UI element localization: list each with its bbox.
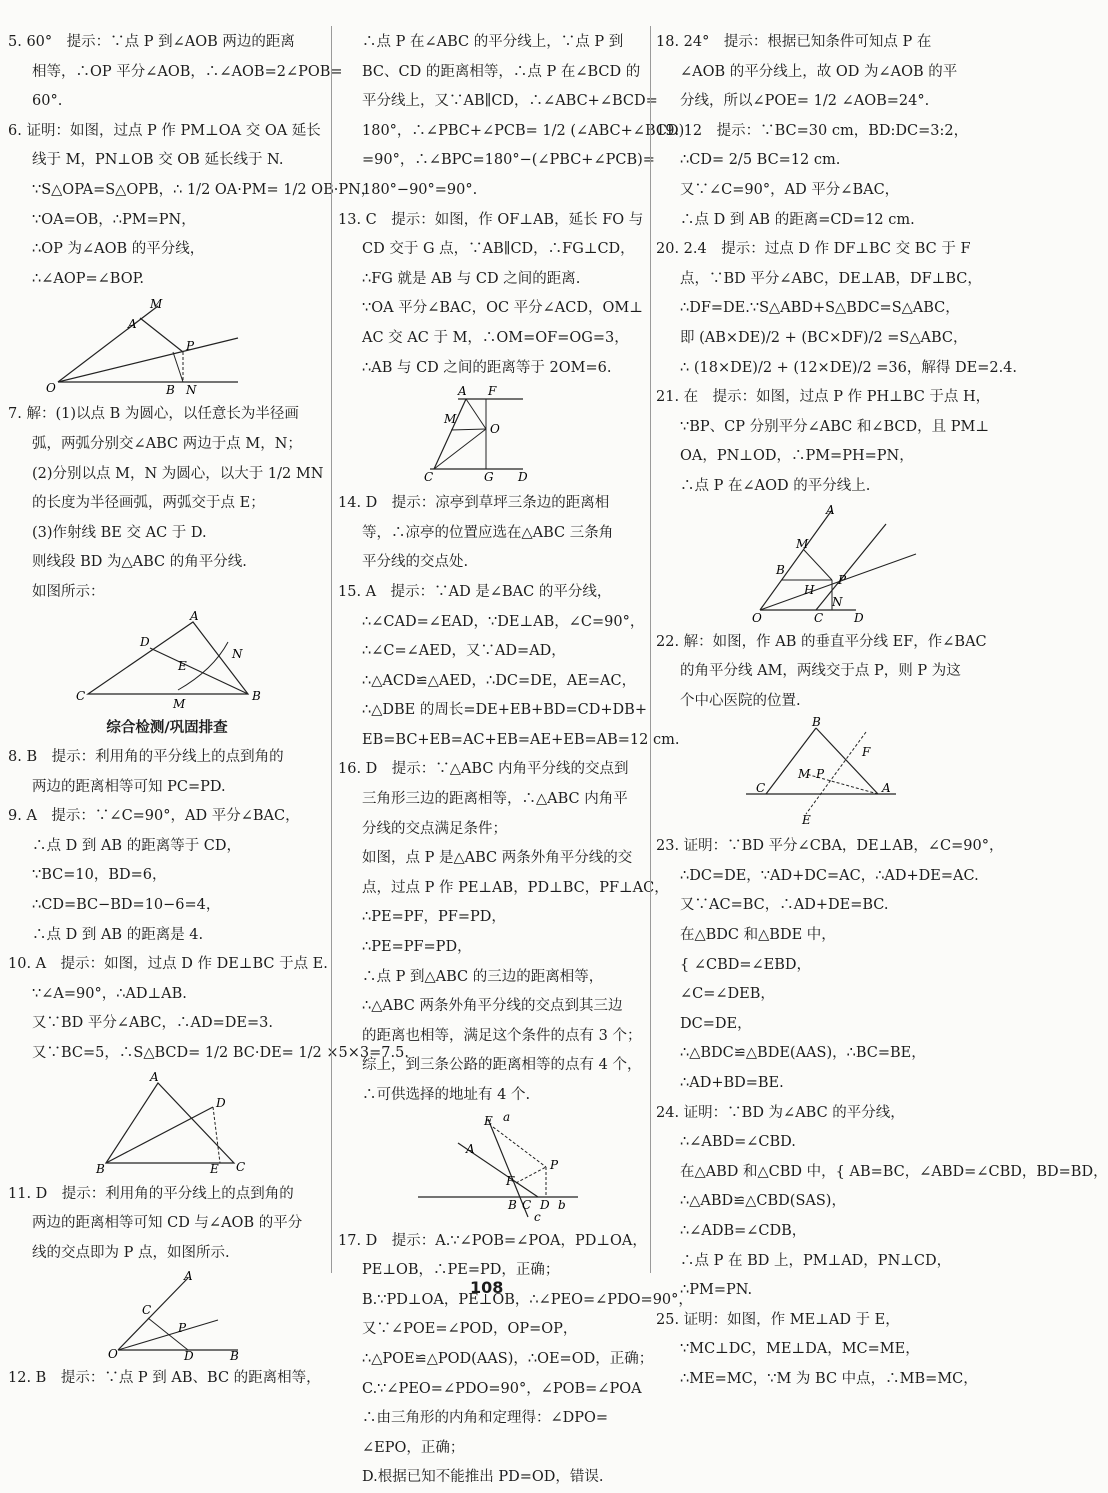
answer-line: =90°，∴∠BPC=180°−(∠PBC+∠PCB)= [362, 152, 655, 169]
answer-column-1 [8, 28, 409, 1387]
svg-text:C: C [424, 470, 434, 485]
answer-line: ∵∠A=90°，∴AD⊥AB. [32, 985, 187, 1002]
answer-line: 的角平分线 AM，两线交于点 P，则 P 为这 [680, 663, 961, 680]
answer-line: ∴点 D 到 AB 的距离等于 CD， [32, 837, 242, 854]
answer-line: D.根据已知不能推出 PD=OD，错误. [362, 1469, 604, 1486]
answer-line: ∴∠AOP=∠BOP. [32, 270, 145, 287]
svg-text:c: c [534, 1209, 541, 1224]
answer-line: ∴FG 就是 AB 与 CD 之间的距离. [362, 270, 581, 287]
answer-line: 又∵AC=BC，∴AD+DE=BC. [680, 897, 889, 914]
figure-angle-bisector-proof [8, 296, 308, 396]
answer-line: PE⊥OB，∴PE=PD，正确； [362, 1262, 560, 1279]
answer-line: ∴点 D 到 AB 的距离是 4. [32, 926, 204, 943]
answer-line: 个中心医院的位置. [680, 692, 801, 709]
svg-text:A: A [882, 781, 891, 796]
answer-line: OA，PN⊥OD，∴PM=PH=PN， [680, 448, 914, 465]
answer-line: 则线段 BD 为△ABC 的角平分线. [32, 554, 247, 571]
svg-text:E: E [802, 813, 811, 828]
svg-text:A: A [184, 1269, 193, 1284]
answer-line: 19. 12 提示：∵BC=30 cm，BD:DC=3:2， [656, 122, 969, 139]
answer-line: 13. C 提示：如图，作 OF⊥AB，延长 FO 与 [338, 211, 644, 228]
answer-line: ∵MC⊥DC，ME⊥DA，MC=ME， [680, 1341, 920, 1358]
answer-line: DC=DE， [680, 1015, 752, 1032]
svg-text:A: A [150, 1069, 159, 1084]
answer-line: ∴ME=MC，∵M 为 BC 中点，∴MB=MC， [680, 1370, 978, 1387]
svg-text:D: D [540, 1197, 550, 1212]
svg-text:B: B [812, 715, 821, 730]
answer-line: 60°. [32, 93, 63, 110]
svg-text:P: P [816, 767, 825, 782]
answer-line: ∴△DBE 的周长=DE+EB+BD=CD+DB+ [362, 702, 647, 719]
svg-text:C: C [76, 688, 86, 703]
answer-line: ∴CD= 2/5 BC=12 cm. [680, 152, 841, 169]
svg-text:B: B [96, 1161, 105, 1176]
answer-line: 平分线上，又∵AB∥CD，∴∠ABC+∠BCD= [362, 93, 658, 110]
svg-text:D: D [854, 610, 864, 625]
answer-line: 相等，∴OP 平分∠AOB，∴∠AOB=2∠POB= [32, 63, 343, 80]
answer-line: ∴点 P 到△ABC 的三边的距离相等， [362, 968, 604, 985]
answer-line: ∠C=∠DEB， [680, 986, 775, 1003]
answer-line: 7. 解：(1)以点 B 为圆心，以任意长为半径画 [8, 406, 299, 423]
answer-line: 16. D 提示：∵△ABC 内角平分线的交点到 [338, 761, 629, 778]
answer-line: ∴点 D 到 AB 的距离=CD=12 cm. [680, 211, 915, 228]
answer-line: 21. 在 提示：如图，过点 P 作 PH⊥BC 于点 H， [656, 389, 991, 406]
answer-line: ∵S△OPA=S△OPB，∴ 1/2 OA·PM= 1/2 OB·PN， [32, 181, 376, 198]
svg-text:D: D [140, 634, 150, 649]
answer-line: 11. D 提示：利用角的平分线上的点到角的 [8, 1185, 294, 1202]
svg-text:E: E [484, 1113, 493, 1128]
answer-line: 23. 证明：∵BD 平分∠CBA，DE⊥AB，∠C=90°， [656, 838, 1004, 855]
answer-line: ∴AD+BD=BE. [680, 1075, 784, 1092]
svg-text:M: M [150, 297, 163, 312]
answer-line: ∴由三角形的内角和定理得：∠DPO= [362, 1410, 609, 1427]
answer-line: ∴△POE≌△POD(AAS)，∴OE=OD，正确； [362, 1350, 654, 1367]
svg-text:F: F [488, 384, 497, 399]
answer-line: ∴△ABD≌△CBD(SAS)， [680, 1193, 846, 1210]
svg-text:P: P [550, 1157, 559, 1172]
svg-text:D: D [216, 1095, 226, 1110]
svg-text:C: C [522, 1197, 532, 1212]
answer-line: ∴△ACD≌△AED，∴DC=DE，AE=AC， [362, 672, 637, 689]
answer-line: (3)作射线 BE 交 AC 于 D. [32, 524, 207, 541]
answer-line: ∴可供选择的地址有 4 个. [362, 1087, 531, 1103]
answer-line: 18. 24° 提示：根据已知条件可知点 P 在 [656, 34, 932, 50]
answer-line: 180°，∴∠PBC+∠PCB= 1/2 (∠ABC+∠BCD) [362, 122, 685, 139]
svg-text:O: O [46, 381, 56, 396]
answer-line: 15. A 提示：∵AD 是∠BAC 的平分线， [338, 583, 612, 600]
answer-line: 两边的距离相等可知 CD 与∠AOB 的平分 [32, 1215, 303, 1232]
answer-line: 综上，到三条公路的距离相等的点有 4 个， [362, 1057, 642, 1074]
svg-text:C: C [142, 1303, 152, 1318]
svg-text:N: N [186, 383, 197, 398]
answer-line: 8. B 提示：利用角的平分线上的点到角的 [8, 749, 284, 766]
svg-text:G: G [484, 470, 494, 485]
svg-text:M: M [798, 767, 811, 782]
answer-line: 分线，所以∠POE= 1/2 ∠AOB=24°. [680, 93, 930, 110]
answer-line: ∴PE=PF=PD， [362, 939, 472, 956]
answer-line: ∴点 P 在 BD 上，PM⊥AD，PN⊥CD， [680, 1252, 952, 1269]
answer-line: ∴∠C=∠AED，又∵AD=AD， [362, 643, 566, 660]
answer-line: 180°−90°=90°. [362, 181, 478, 198]
answer-line: ∴△ABC 两条外角平分线的交点到其三边 [362, 998, 623, 1015]
answer-line: BC、CD 的距离相等，∴点 P 在∠BCD 的 [362, 63, 641, 80]
answer-line: 分线的交点满足条件； [362, 820, 507, 837]
svg-text:B: B [508, 1197, 517, 1212]
answer-line: 17. D 提示：A.∵∠POB=∠POA，PD⊥OA， [338, 1232, 647, 1249]
answer-line: { ∠CBD=∠EBD， [680, 956, 812, 973]
answer-line: 9. A 提示：∵∠C=90°，AD 平分∠BAC， [8, 808, 300, 825]
answer-line: 弧，两弧分别交∠ABC 两边于点 M，N； [32, 435, 302, 452]
answer-line: B.∵PD⊥OA，PE⊥OB，∴∠PEO=∠PDO=90°， [362, 1291, 693, 1308]
svg-text:A: A [466, 1141, 475, 1156]
svg-text:D: D [184, 1349, 194, 1364]
answer-line: ∵BP、CP 分别平分∠ABC 和∠BCD，且 PM⊥ [680, 418, 989, 435]
svg-text:M: M [173, 696, 186, 711]
svg-text:A: A [458, 384, 467, 399]
answer-line: ∴点 P 在∠AOD 的平分线上. [680, 477, 871, 494]
page-number: 108 [470, 1278, 504, 1297]
svg-text:A: A [190, 608, 199, 623]
answer-line: 即 (AB×DE)/2 + (BC×DF)/2 =S△ABC， [680, 329, 968, 346]
svg-text:M: M [444, 412, 457, 427]
svg-text:E: E [178, 658, 187, 673]
svg-text:O: O [108, 1347, 118, 1362]
answer-line: 点，∵BD 平分∠ABC，DE⊥AB，DF⊥BC， [680, 270, 982, 287]
answer-line: ∴DC=DE，∵AD+DC=AC，∴AD+DE=AC. [680, 867, 979, 884]
svg-text:B: B [230, 1349, 239, 1364]
answer-line: 又∵∠C=90°，AD 平分∠BAC， [680, 181, 900, 198]
svg-text:P: P [178, 1321, 187, 1336]
answer-line: 点，过点 P 作 PE⊥AB，PD⊥BC，PF⊥AC， [362, 879, 669, 896]
answer-line: 平分线的交点处. [362, 554, 469, 571]
svg-text:C: C [236, 1159, 246, 1174]
section-heading: 综合检测/巩固排查 [106, 719, 228, 736]
answer-line: ∴PM=PN. [680, 1282, 753, 1299]
answer-line: 在△BDC 和△BDE 中， [680, 927, 836, 944]
column-divider [331, 26, 332, 1273]
svg-text:B: B [776, 562, 785, 577]
answer-line: 线于 M，PN⊥OB 交 OB 延长线于 N. [32, 152, 284, 169]
svg-text:A: A [128, 317, 137, 332]
answer-line: 等，∴凉亭的位置应选在△ABC 三条角 [362, 524, 614, 541]
answer-line: 的距离也相等，满足这个条件的点有 3 个； [362, 1027, 642, 1044]
answer-line: 的长度为半径画弧，两弧交于点 E； [32, 495, 265, 512]
svg-text:B: B [252, 688, 261, 703]
answer-line: EB=BC+EB=AC+EB=AE+EB=AB=12 cm. [362, 731, 680, 748]
answer-line: ∠EPO，正确； [362, 1439, 465, 1456]
answer-line: ∴OP 为∠AOB 的平分线， [32, 241, 205, 258]
figure-point-p-bisectors [656, 504, 986, 624]
figure-parallel-lines [338, 385, 638, 485]
svg-text:a: a [503, 1109, 511, 1124]
answer-line: 又∵∠POE=∠POD，OP=OP， [362, 1321, 578, 1338]
svg-text:O: O [752, 610, 762, 625]
answer-line: 5. 60° 提示：∵点 P 到∠AOB 两边的距离 [8, 34, 295, 50]
answer-line: ∵OA=OB，∴PM=PN， [32, 211, 196, 228]
svg-text:B: B [166, 383, 175, 398]
answer-line: 14. D 提示：凉亭到草坪三条边的距离相 [338, 495, 610, 512]
answer-line: 10. A 提示：如图，过点 D 作 DE⊥BC 于点 E. [8, 956, 328, 973]
answer-line: 24. 证明：∵BD 为∠ABC 的平分线， [656, 1104, 905, 1121]
answer-line: ∴DF=DE.∵S△ABD+S△BDC=S△ABC， [680, 300, 960, 317]
svg-text:N: N [232, 646, 243, 661]
svg-text:P: P [838, 572, 847, 587]
answer-line: 22. 解：如图，作 AB 的垂直平分线 EF，作∠BAC [656, 633, 987, 650]
answer-line: ∴CD=BC−BD=10−6=4， [32, 897, 221, 914]
answer-line: 20. 2.4 提示：过点 D 作 DF⊥BC 交 BC 于 F [656, 241, 971, 258]
svg-text:b: b [558, 1197, 566, 1212]
answer-line: ∴AB 与 CD 之间的距离等于 2OM=6. [362, 359, 612, 376]
answer-line: ∴△BDC≌△BDE(AAS)，∴BC=BE， [680, 1045, 926, 1062]
column-divider [650, 26, 651, 1273]
answer-line: 12. B 提示：∵点 P 到 AB、BC 的距离相等， [8, 1370, 321, 1387]
answer-line: ∴PE=PF，PF=PD， [362, 909, 506, 926]
answer-line: 又∵BC=5，∴S△BCD= 1/2 BC·DE= 1/2 ×5×3=7.5. [32, 1045, 409, 1062]
answer-line: ∠AOB 的平分线上，故 OD 为∠AOB 的平 [680, 63, 958, 80]
svg-text:P: P [186, 339, 195, 354]
answer-line: CD 交于 G 点，∵AB∥CD，∴FG⊥CD， [362, 241, 635, 258]
answer-line: 两边的距离相等可知 PC=PD. [32, 778, 226, 795]
answer-line: ∴∠CAD=∠EAD，∵DE⊥AB，∠C=90°， [362, 613, 645, 630]
answer-line: 线的交点即为 P 点，如图所示. [32, 1244, 230, 1261]
answer-line: ∵BC=10，BD=6， [32, 867, 167, 884]
svg-text:C: C [814, 610, 824, 625]
figure-three-roads [338, 1109, 638, 1224]
answer-line: ∴点 P 在∠ABC 的平分线上，∵点 P 到 [362, 34, 624, 50]
answer-line: 又∵BD 平分∠ABC，∴AD=DE=3. [32, 1015, 273, 1032]
figure-angle-bisector-construction [8, 610, 308, 710]
answer-line: ∴ (18×DE)/2 + (12×DE)/2 =36，解得 DE=2.4. [680, 359, 1018, 376]
figure-point-p-on-bisector [8, 1269, 308, 1364]
answer-line: 在△ABD 和△CBD 中，{ AB=BC，∠ABD=∠CBD，BD=BD， [680, 1163, 1108, 1180]
svg-text:N: N [832, 594, 843, 609]
svg-text:A: A [826, 502, 835, 517]
answer-line: (2)分别以点 M，N 为圆心，以大于 1/2 MN [32, 465, 324, 482]
svg-text:H: H [804, 582, 815, 597]
answer-line: C.∵∠PEO=∠PDO=90°，∠POB=∠POA [362, 1380, 642, 1397]
svg-text:O: O [490, 422, 500, 437]
svg-text:E: E [210, 1161, 219, 1176]
figure-triangle-abc-de [8, 1071, 308, 1176]
answer-line: ∴∠ABD=∠CBD. [680, 1134, 796, 1151]
answer-line: ∵OA 平分∠BAC，OC 平分∠ACD，OM⊥ [362, 300, 643, 317]
answer-line: 三角形三边的距离相等，∴△ABC 内角平 [362, 791, 628, 808]
svg-text:C: C [756, 781, 766, 796]
figure-hospital-location [656, 715, 986, 828]
svg-text:D: D [518, 470, 528, 485]
svg-text:F: F [506, 1173, 515, 1188]
answer-line: 25. 证明：如图，作 ME⊥AD 于 E， [656, 1311, 900, 1328]
answer-column-3 [656, 28, 1108, 1387]
answer-line: AC 交 AC 于 M，∴OM=OF=OG=3， [362, 329, 629, 346]
answer-line: 如图所示： [32, 583, 105, 600]
answer-line: ∴∠ADB=∠CDB， [680, 1223, 807, 1239]
svg-text:M: M [796, 536, 809, 551]
answer-line: 6. 证明：如图，过点 P 作 PM⊥OA 交 OA 延长 [8, 122, 321, 139]
answer-line: 如图，点 P 是△ABC 两条外角平分线的交 [362, 850, 633, 867]
svg-text:F: F [862, 745, 871, 760]
